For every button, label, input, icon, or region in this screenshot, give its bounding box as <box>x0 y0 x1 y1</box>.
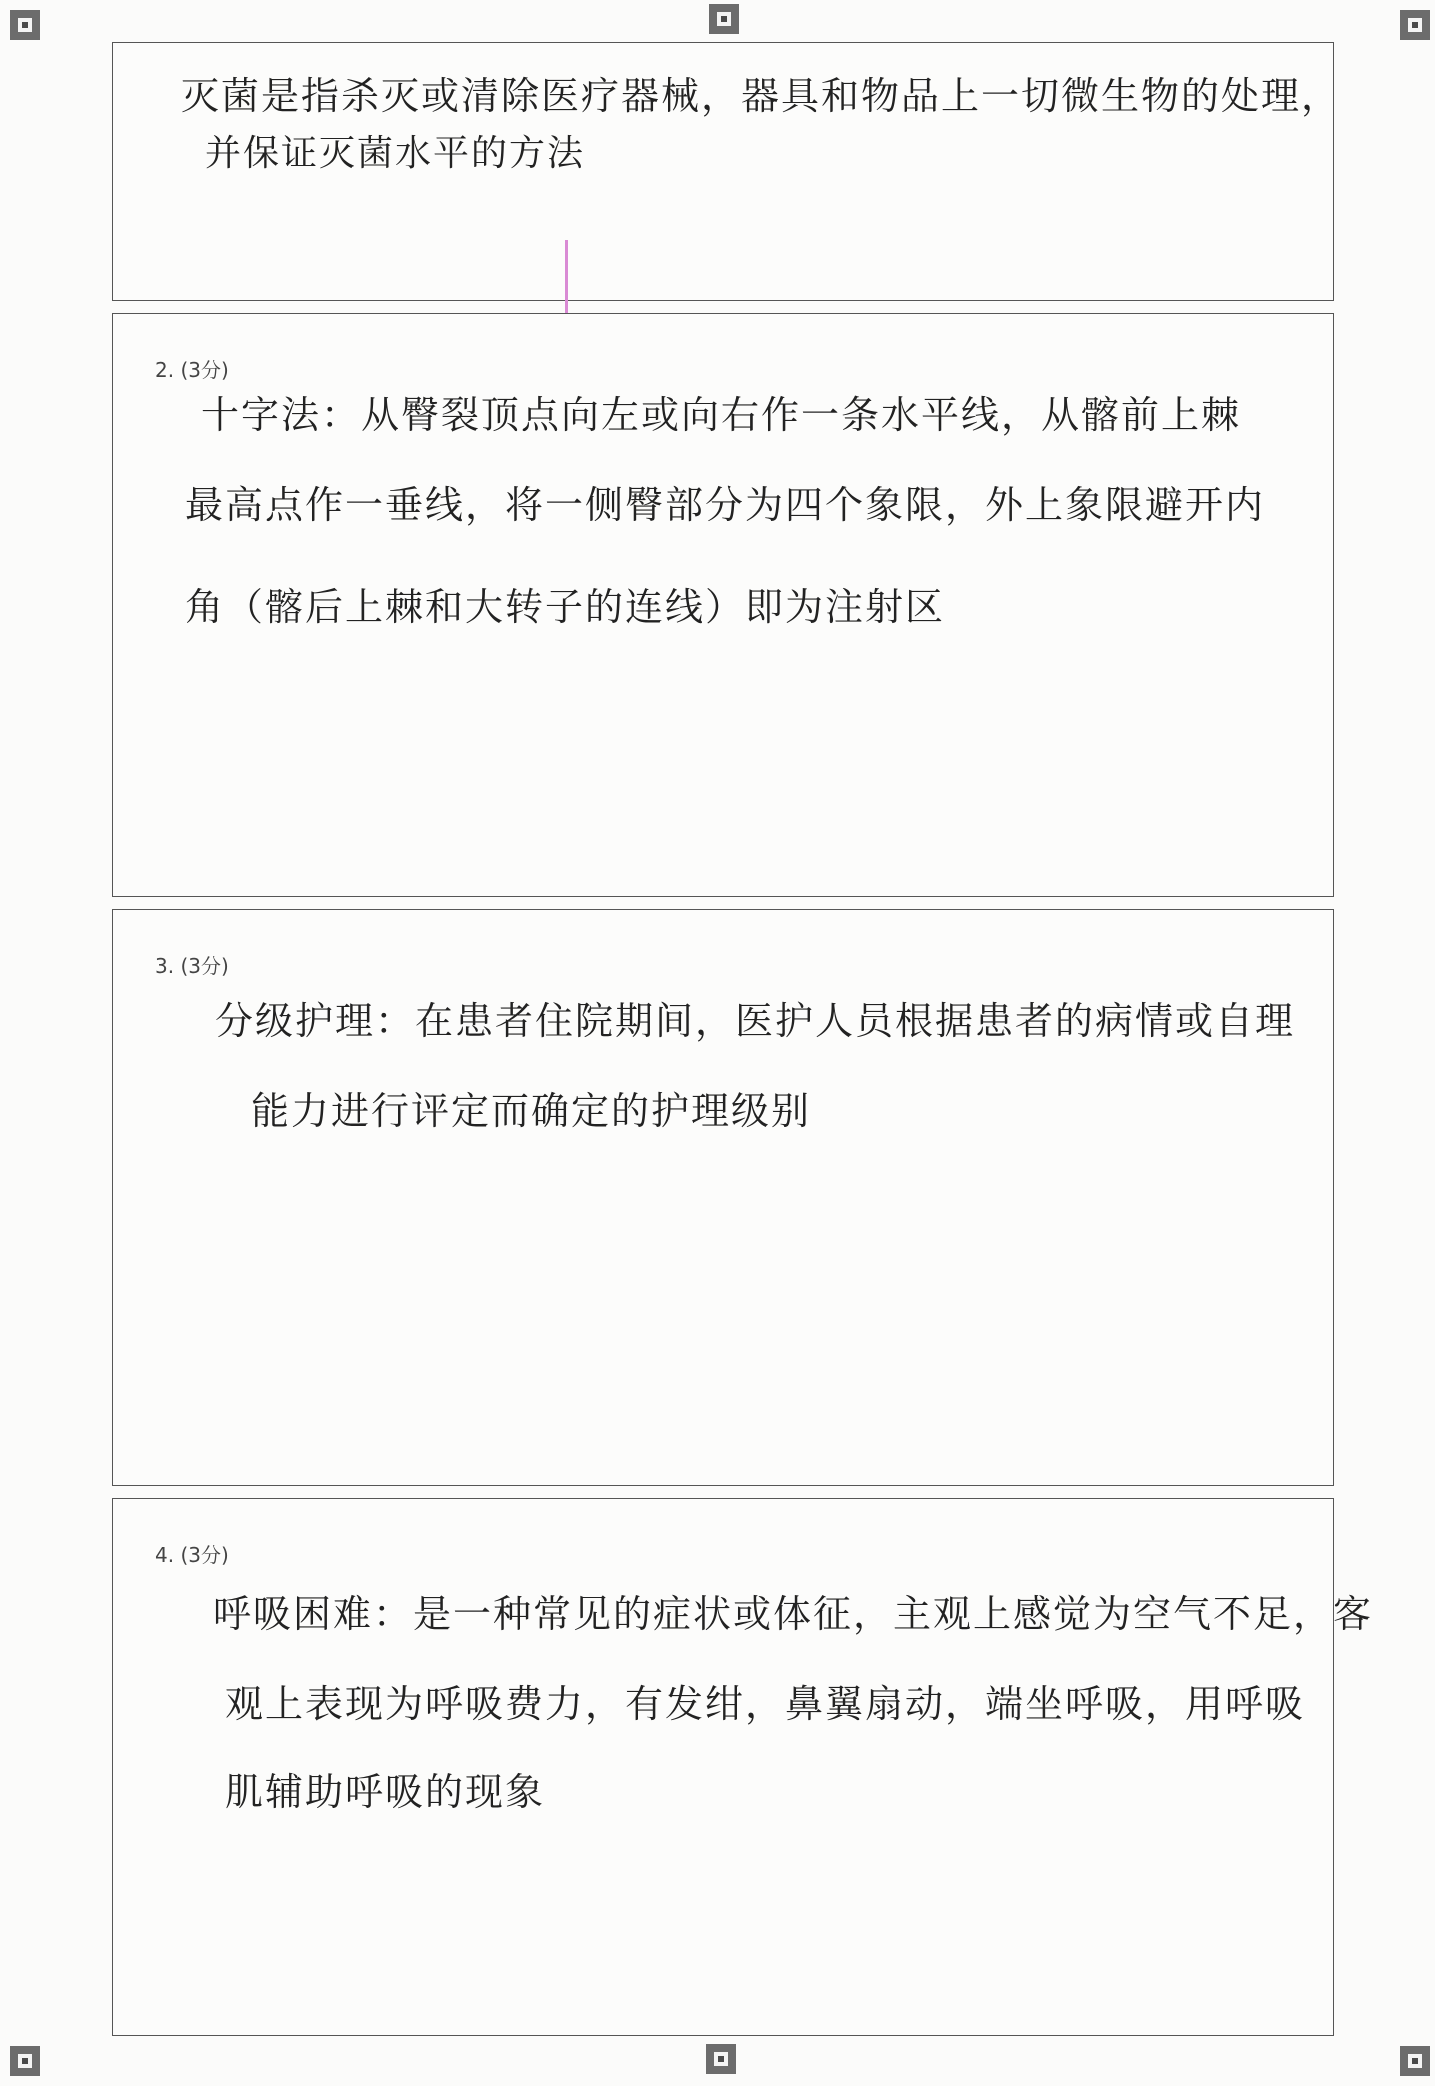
answer-2-line-3: 角（髂后上棘和大转子的连线）即为注射区 <box>185 585 946 629</box>
answer-4-line-3: 肌辅助呼吸的现象 <box>225 1770 546 1814</box>
question-number-4: 4. (3分) <box>155 1543 229 1567</box>
answer-2-line-1: 十字法：从臀裂顶点向左或向右作一条水平线，从髂前上棘 <box>201 393 1242 437</box>
answer-box-1 <box>112 42 1342 301</box>
answer-3-line-2: 能力进行评定而确定的护理级别 <box>251 1089 812 1133</box>
answer-box-4 <box>112 1498 1374 2036</box>
center-marker-top <box>709 4 739 34</box>
corner-marker-bottom-left <box>10 2046 40 2076</box>
answer-4-line-1: 呼吸困难：是一种常见的症状或体征，主观上感觉为空气不足，客 <box>213 1592 1374 1636</box>
answer-2-line-2: 最高点作一垂线，将一侧臀部分为四个象限，外上象限避开内 <box>185 483 1266 527</box>
answer-box-3 <box>112 909 1334 1486</box>
question-number-2: 2. (3分) <box>155 358 229 382</box>
answer-1-line-1: 灭菌是指杀灭或清除医疗器械，器具和物品上一切微生物的处理， <box>181 74 1342 118</box>
question-number-3: 3. (3分) <box>155 954 229 978</box>
center-marker-bottom <box>706 2044 736 2074</box>
answer-4-line-2: 观上表现为呼吸费力，有发绀，鼻翼扇动，端坐呼吸，用呼吸 <box>225 1682 1306 1726</box>
answer-box-2 <box>112 313 1334 897</box>
answer-1-line-2: 并保证灭菌水平的方法 <box>205 133 586 174</box>
corner-marker-top-right <box>1400 10 1430 40</box>
corner-marker-top-left <box>10 10 40 40</box>
corner-marker-bottom-right <box>1400 2046 1430 2076</box>
answer-3-line-1: 分级护理：在患者住院期间，医护人员根据患者的病情或自理 <box>215 999 1296 1043</box>
